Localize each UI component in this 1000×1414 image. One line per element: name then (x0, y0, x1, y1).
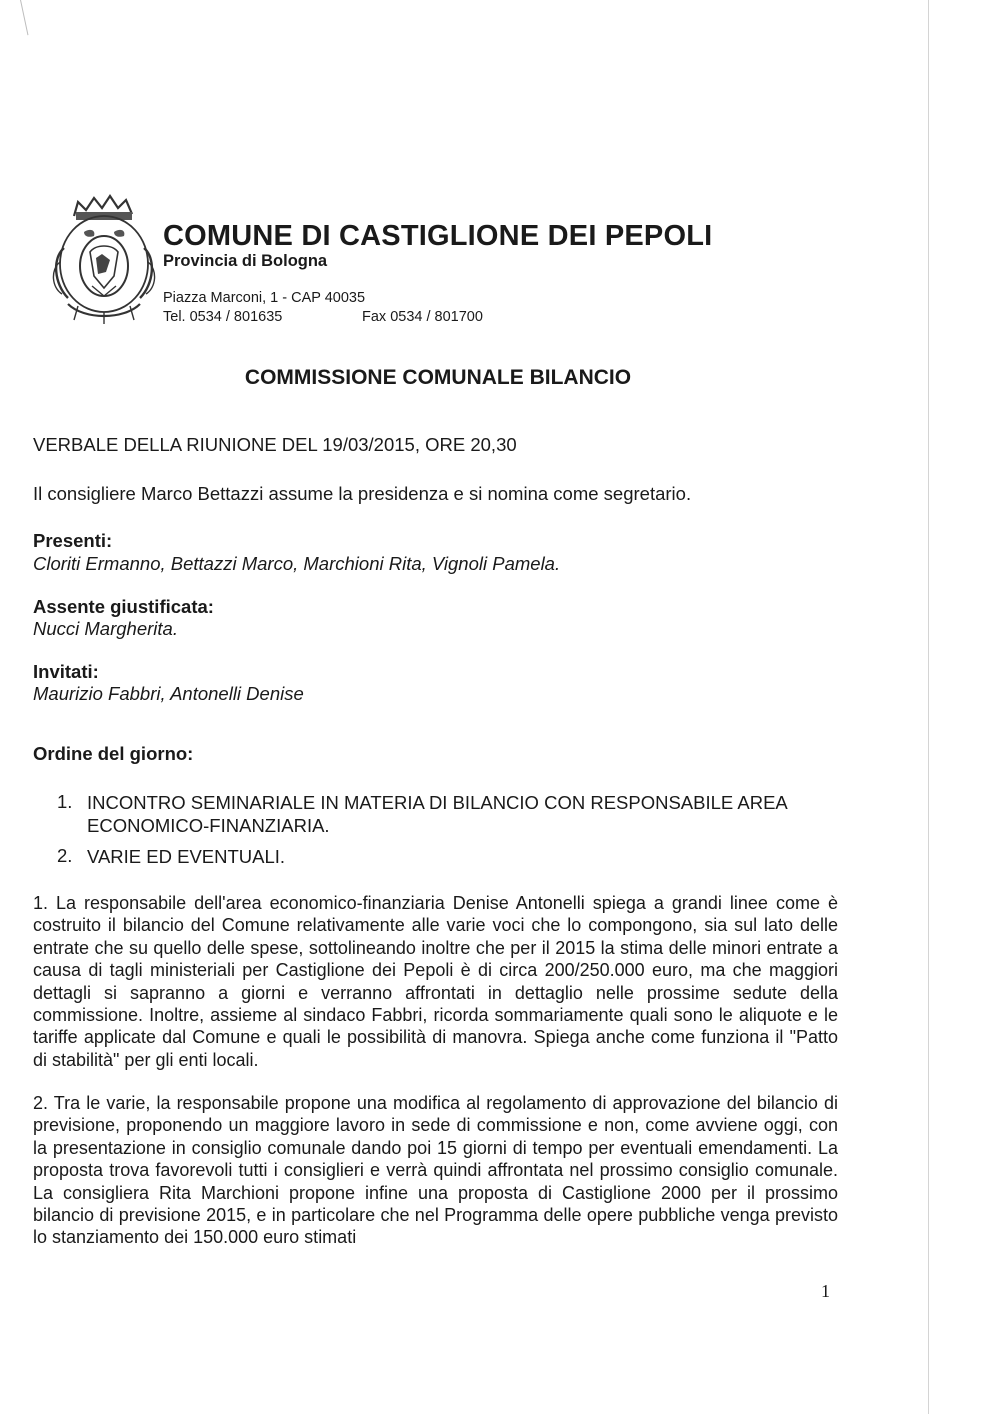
present-names: Cloriti Ermanno, Bettazzi Marco, Marchioni Rita, Vignoli Pamela. (33, 553, 561, 574)
scan-mark (20, 0, 28, 35)
minutes-heading: VERBALE DELLA RIUNIONE DEL 19/03/2015, ORE 20,30 (33, 434, 517, 455)
invited-names: Maurizio Fabbri, Antonelli Denise (33, 683, 304, 704)
page-number: 1 (821, 1281, 830, 1301)
agenda-item-number: 1. (57, 791, 73, 812)
scan-border-line (928, 0, 929, 1414)
chair-statement: Il consigliere Marco Bettazzi assume la presidenza e si nomina come segretario. (33, 483, 692, 504)
invited-label: Invitati: (33, 661, 99, 682)
absent-label: Assente giustificata: (33, 596, 214, 617)
fax-number: Fax 0534 / 801700 (362, 309, 483, 325)
agenda-item-number: 2. (57, 845, 73, 866)
present-label: Presenti: (33, 530, 113, 551)
commission-title: COMMISSIONE COMUNALE BILANCIO (244, 366, 632, 389)
municipal-crest-icon (44, 188, 164, 328)
address: Piazza Marconi, 1 - CAP 40035 (163, 290, 366, 306)
agenda-item-text: VARIE ED EVENTUALI. (87, 846, 286, 867)
agenda-label: Ordine del giorno: (33, 743, 194, 764)
paragraph-item-1: 1. La responsabile dell'area economico-finanziaria Denise Antonelli spiega a grandi linee come è costruito il bilancio del Comune relativamente alle varie voci che lo compongono, sia sul lato delle entrate che su quello delle spese, sottolineando inoltre che per il 2015 la stima delle minori entrate a causa di tagli ministeriali per Castiglione dei Pepoli è di circa 200/250.000 euro, ma che maggiori dettagli si sapranno a giorni e verranno affrontati in dettaglio nelle prossime sedute della commissione. Inoltre, assieme al sindaco Fabbri, ricorda sommariamente quali sono le aliquote e le tariffe applicate dal Comune e quali le possibilità di manovra. Spiega anche come funziona il "Patto di stabilità" per gli enti locali. (33, 893, 838, 1070)
province-name: Provincia di Bologna (163, 252, 328, 270)
agenda-item-text: INCONTRO SEMINARIALE IN MATERIA DI BILANCIO CON RESPONSABILE AREA ECONOMICO-FINANZIARIA. (87, 792, 787, 836)
phone-number: Tel. 0534 / 801635 (163, 309, 283, 325)
absent-names: Nucci Margherita. (33, 618, 178, 639)
municipality-name: COMUNE DI CASTIGLIONE DEI PEPOLI (163, 220, 713, 252)
paragraph-item-2: 2. Tra le varie, la responsabile propone una modifica al regolamento di approvazione del bilancio di previsione, proponendo un maggiore lavoro in sede di commissione e non, come avviene oggi, con la presentazione in consiglio comunale dando poi 15 giorni di tempo per eventuali emendamenti. La proposta trova favorevoli tutti i consiglieri e verrà quindi affrontata nel prossimo consiglio comunale. La consigliera Rita Marchioni propone infine una proposta di Castiglione 2000 per il prossimo bilancio di previsione 2015, e in particolare che nel Programma delle opere pubbliche venga previsto lo stanziamento dei 150.000 euro stimati (33, 1093, 838, 1248)
